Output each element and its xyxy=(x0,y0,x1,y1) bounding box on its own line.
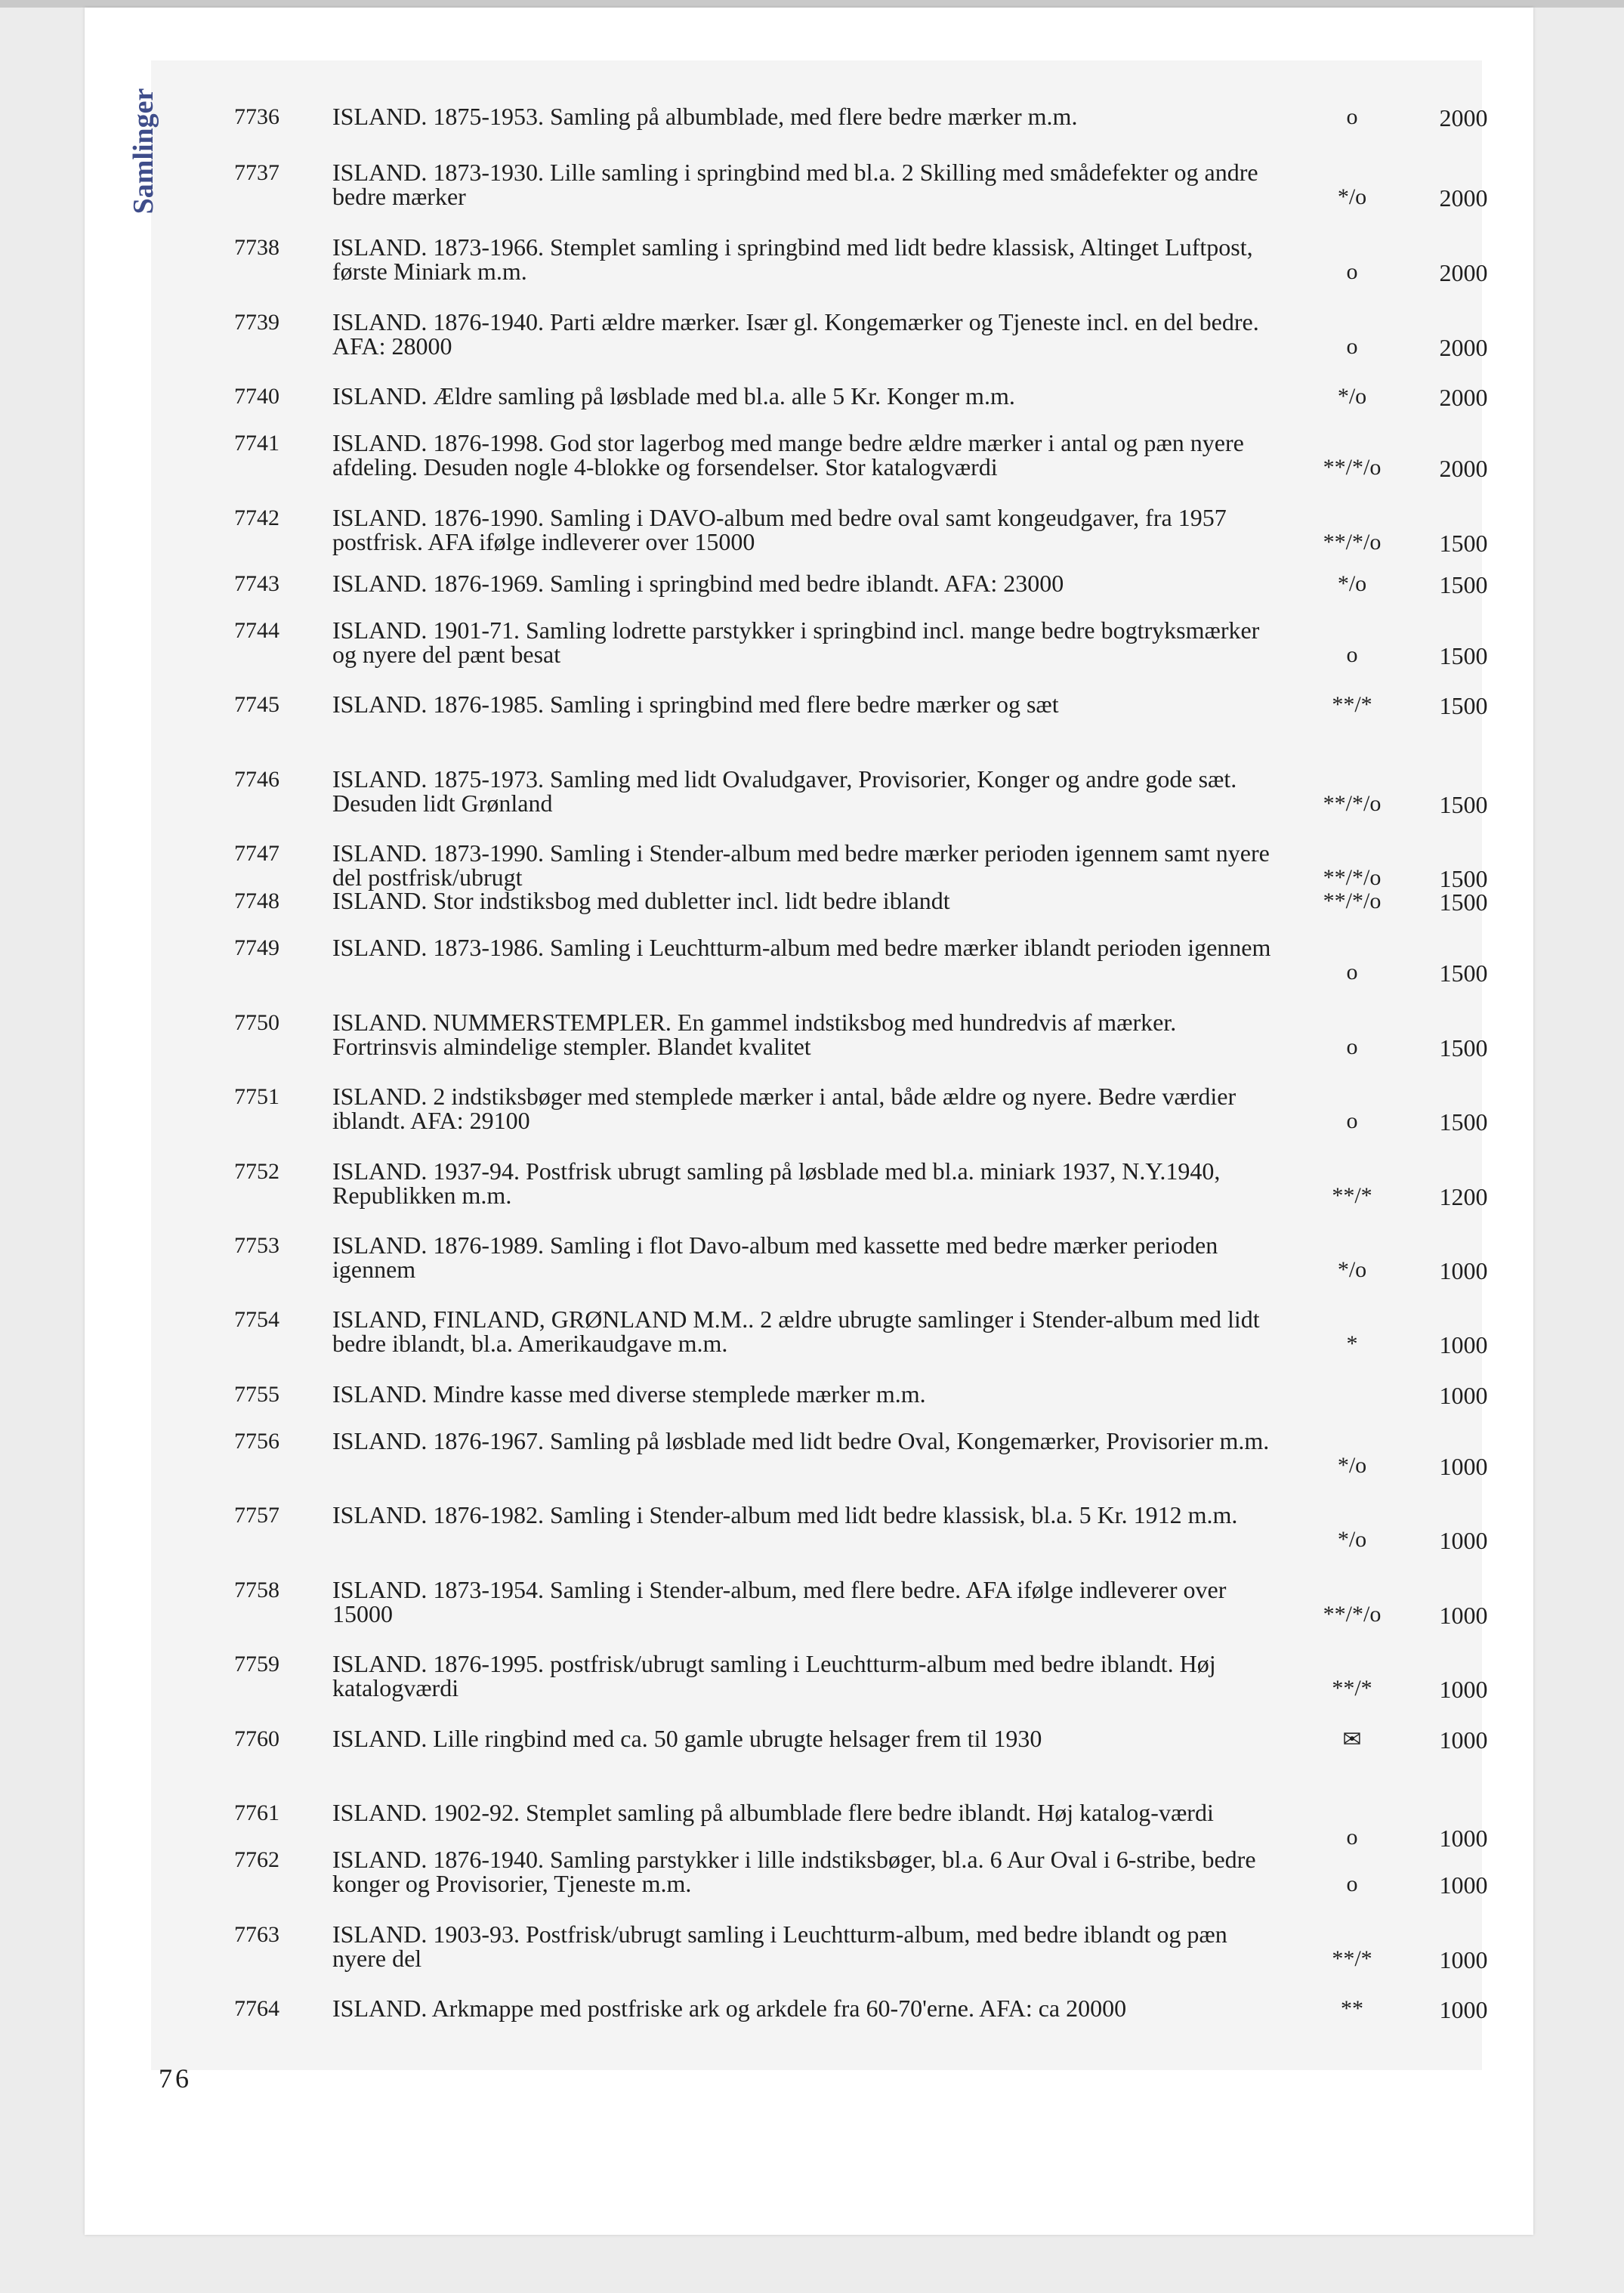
lot-condition: o xyxy=(1346,259,1358,284)
lot-price: 1500 xyxy=(1439,530,1488,557)
lot-number: 7749 xyxy=(234,935,279,960)
lot-number: 7741 xyxy=(234,431,279,456)
lot-description: ISLAND. 1873-1990. Samling i Stender-album med bedre mærker perioden igennem samt nyere del postfrisk/ubrugt xyxy=(332,839,1270,891)
lot-price: 1500 xyxy=(1439,642,1488,669)
lot-number: 7754 xyxy=(234,1307,279,1332)
lot-condition: **/* xyxy=(1332,692,1372,717)
lot-description: ISLAND. 1903-93. Postfrisk/ubrugt samling i Leuchtturm-album, med bedre iblandt og pæn nyere del xyxy=(332,1921,1227,1972)
lot-description: ISLAND. 1873-1966. Stemplet samling i springbind med lidt bedre klassisk, Altinget Luftpost, første Miniark m.m. xyxy=(332,233,1253,285)
lot-description: ISLAND. 1875-1953. Samling på albumblade, med flere bedre mærker m.m. xyxy=(332,103,1078,130)
lot-condition: o xyxy=(1346,1108,1358,1133)
lot-price: 1000 xyxy=(1439,1676,1488,1703)
lot-price: 1500 xyxy=(1439,692,1488,719)
lot-number: 7738 xyxy=(234,235,279,260)
lot-condition: o xyxy=(1346,960,1358,984)
lot-price: 1000 xyxy=(1439,1946,1488,1973)
lot-number: 7750 xyxy=(234,1010,279,1035)
lot-condition: */o xyxy=(1337,184,1367,209)
lot-number: 7755 xyxy=(234,1382,279,1407)
lot-condition: o xyxy=(1346,1871,1358,1896)
lot-condition: ✉ xyxy=(1342,1727,1362,1752)
lot-description: ISLAND. Lille ringbind med ca. 50 gamle ubrugte helsager frem til 1930 xyxy=(332,1725,1042,1752)
lot-price: 1000 xyxy=(1439,1825,1488,1852)
lot-condition: **/*/o xyxy=(1323,888,1382,913)
lot-number: 7740 xyxy=(234,384,279,409)
lot-number: 7757 xyxy=(234,1503,279,1528)
lot-description: ISLAND. Stor indstiksbog med dubletter incl. lidt bedre iblandt xyxy=(332,887,950,914)
lot-number: 7761 xyxy=(234,1800,279,1825)
lot-condition: o xyxy=(1346,642,1358,667)
lot-condition: **/*/o xyxy=(1323,455,1382,480)
lot-price: 2000 xyxy=(1439,104,1488,131)
page-number: 76 xyxy=(159,2063,192,2094)
lot-description: ISLAND. 1937-94. Postfrisk ubrugt samling på løsblade med bl.a. miniark 1937, N.Y.1940, Republikken m.m. xyxy=(332,1157,1221,1209)
lot-price: 1500 xyxy=(1439,1034,1488,1062)
lot-condition: ** xyxy=(1341,1996,1363,2021)
lot-price: 2000 xyxy=(1439,334,1488,361)
lot-description: ISLAND. 1876-1990. Samling i DAVO-album med bedre oval samt kongeudgaver, fra 1957 postfrisk. AFA ifølge indleverer over 15000 xyxy=(332,504,1227,555)
lot-description: ISLAND. 1902-92. Stemplet samling på albumblade flere bedre iblandt. Høj katalog-værdi xyxy=(332,1799,1214,1826)
lot-number: 7739 xyxy=(234,310,279,335)
lot-price: 2000 xyxy=(1439,384,1488,411)
lot-description: ISLAND. 1876-1940. Samling parstykker i lille indstiksbøger, bl.a. 6 Aur Oval i 6-stribe, bedre konger og Provisorier, Tjeneste m.m. xyxy=(332,1846,1256,1897)
lot-condition: o xyxy=(1346,104,1358,129)
lot-description: ISLAND. 1873-1954. Samling i Stender-album, med flere bedre. AFA ifølge indleverer over 15000 xyxy=(332,1576,1227,1627)
lot-condition: o xyxy=(1346,334,1358,359)
lot-price: 1000 xyxy=(1439,1382,1488,1409)
lot-description: ISLAND. 1901-71. Samling lodrette parstykker i springbind incl. mange bedre bogtryksmærker og nyere del pænt besat xyxy=(332,617,1260,668)
lot-description: ISLAND. 2 indstiksbøger med stemplede mærker i antal, både ældre og nyere. Bedre værdier iblandt. AFA: 29100 xyxy=(332,1083,1237,1134)
lot-description: ISLAND. NUMMERSTEMPLER. En gammel indstiksbog med hundredvis af mærker. Fortrinsvis almindelige stempler. Blandet kvalitet xyxy=(332,1009,1177,1060)
lot-number: 7742 xyxy=(234,505,279,530)
lot-price: 2000 xyxy=(1439,455,1488,482)
lot-price: 1500 xyxy=(1439,1108,1488,1136)
lot-condition: **/*/o xyxy=(1323,1602,1382,1627)
lot-condition: **/*/o xyxy=(1323,530,1382,555)
lot-condition: o xyxy=(1346,1825,1358,1850)
lot-price: 1000 xyxy=(1439,1726,1488,1754)
lot-description: ISLAND. 1873-1986. Samling i Leuchtturm-album med bedre mærker iblandt perioden igennem xyxy=(332,934,1271,961)
lot-number: 7764 xyxy=(234,1996,279,2021)
lot-price: 1000 xyxy=(1439,1527,1488,1554)
lot-condition: */o xyxy=(1337,1257,1367,1282)
lot-number: 7758 xyxy=(234,1578,279,1602)
lot-condition: */o xyxy=(1337,571,1367,596)
lot-condition: */o xyxy=(1337,1527,1367,1552)
lot-description: ISLAND. Ældre samling på løsblade med bl.a. alle 5 Kr. Konger m.m. xyxy=(332,382,1015,409)
lot-price: 1000 xyxy=(1439,1602,1488,1629)
lot-number: 7748 xyxy=(234,888,279,913)
lot-condition: **/* xyxy=(1332,1676,1372,1701)
lot-condition: **/*/o xyxy=(1323,865,1382,890)
lot-price: 1500 xyxy=(1439,791,1488,818)
lot-number: 7745 xyxy=(234,692,279,717)
lot-price: 1500 xyxy=(1439,960,1488,987)
lot-price: 1000 xyxy=(1439,1453,1488,1480)
lot-price: 2000 xyxy=(1439,184,1488,212)
lot-description: ISLAND. Arkmappe med postfriske ark og arkdele fra 60-70'erne. AFA: ca 20000 xyxy=(332,1995,1127,2022)
lot-description: ISLAND. 1876-1989. Samling i flot Davo-album med kassette med bedre mærker perioden igennem xyxy=(332,1231,1218,1283)
lot-number: 7747 xyxy=(234,841,279,866)
lot-condition: **/*/o xyxy=(1323,791,1382,816)
lot-price: 1500 xyxy=(1439,888,1488,916)
lot-price: 1500 xyxy=(1439,571,1488,598)
lot-condition: o xyxy=(1346,1034,1358,1059)
lot-number: 7736 xyxy=(234,104,279,129)
lot-number: 7744 xyxy=(234,618,279,643)
lot-description: ISLAND. Mindre kasse med diverse stemplede mærker m.m. xyxy=(332,1380,926,1408)
lot-price: 1200 xyxy=(1439,1183,1488,1210)
lot-price: 1500 xyxy=(1439,865,1488,892)
lot-number: 7746 xyxy=(234,767,279,792)
lot-condition: * xyxy=(1346,1331,1358,1356)
lot-description: ISLAND. 1875-1973. Samling med lidt Ovaludgaver, Provisorier, Konger og andre gode sæt. Desuden lidt Grønland xyxy=(332,765,1237,817)
lot-condition: **/* xyxy=(1332,1183,1372,1208)
section-title: Samlinger xyxy=(128,88,159,215)
lot-price: 1000 xyxy=(1439,1257,1488,1284)
lot-condition: */o xyxy=(1337,1453,1367,1478)
lot-description: ISLAND. 1876-1982. Samling i Stender-album med lidt bedre klassisk, bl.a. 5 Kr. 1912 m.m. xyxy=(332,1501,1238,1528)
lot-description: ISLAND. 1876-1969. Samling i springbind med bedre iblandt. AFA: 23000 xyxy=(332,570,1064,597)
lot-description: ISLAND. 1876-1998. God stor lagerbog med mange bedre ældre mærker i antal og pæn nyere afdeling. Desuden nogle 4-blokke og forsendelser. Stor katalogværdi xyxy=(332,429,1244,481)
lot-description: ISLAND. 1873-1930. Lille samling i springbind med bl.a. 2 Skilling med smådefekter og andre bedre mærker xyxy=(332,159,1258,210)
lot-description: ISLAND. 1876-1985. Samling i springbind med flere bedre mærker og sæt xyxy=(332,691,1059,718)
lot-price: 1000 xyxy=(1439,1871,1488,1899)
lot-price: 1000 xyxy=(1439,1996,1488,2023)
lot-description: ISLAND. 1876-1995. postfrisk/ubrugt samling i Leuchtturm-album med bedre iblandt. Høj katalogværdi xyxy=(332,1650,1216,1701)
lot-number: 7756 xyxy=(234,1429,279,1454)
lot-description: ISLAND, FINLAND, GRØNLAND M.M.. 2 ældre ubrugte samlinger i Stender-album med lidt bedre iblandt, bl.a. Amerikaudgave m.m. xyxy=(332,1306,1260,1357)
lot-description: ISLAND. 1876-1940. Parti ældre mærker. Især gl. Kongemærker og Tjeneste incl. en del bedre. AFA: 28000 xyxy=(332,308,1259,360)
lot-number: 7751 xyxy=(234,1084,279,1109)
lot-number: 7760 xyxy=(234,1726,279,1751)
lot-price: 2000 xyxy=(1439,259,1488,286)
lot-number: 7752 xyxy=(234,1159,279,1184)
lot-price: 1000 xyxy=(1439,1331,1488,1358)
lot-condition: **/* xyxy=(1332,1946,1372,1971)
lot-description: ISLAND. 1876-1967. Samling på løsblade med lidt bedre Oval, Kongemærker, Provisorier m.m. xyxy=(332,1427,1270,1454)
lot-number: 7743 xyxy=(234,571,279,596)
lot-number: 7762 xyxy=(234,1847,279,1872)
lot-number: 7753 xyxy=(234,1233,279,1258)
lot-number: 7737 xyxy=(234,160,279,185)
lot-number: 7759 xyxy=(234,1652,279,1676)
lot-condition: */o xyxy=(1337,384,1367,409)
lot-number: 7763 xyxy=(234,1922,279,1947)
